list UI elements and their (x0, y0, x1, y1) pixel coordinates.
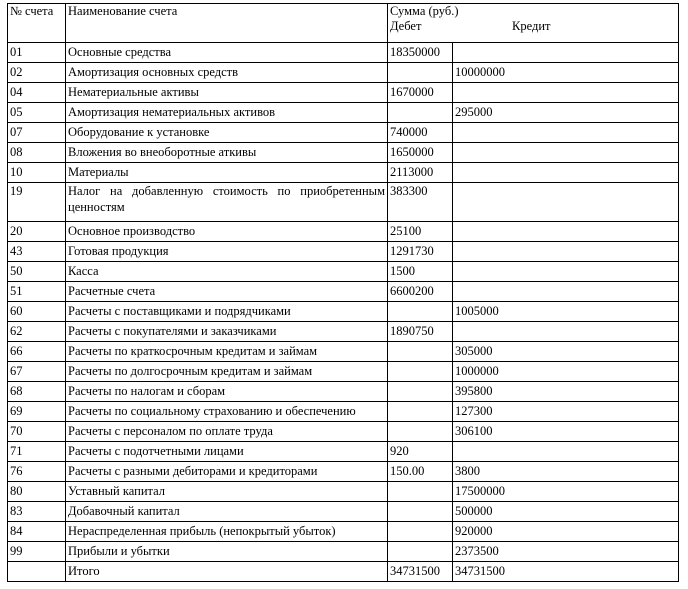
debet-cell: 25100 (388, 222, 453, 242)
account-number-cell: 01 (8, 43, 66, 63)
table-row (8, 83, 679, 103)
account-name-cell: Нераспределенная прибыль (непокрытый убыток) (66, 522, 388, 542)
account-number-cell: 71 (8, 442, 66, 462)
header-sum-title: Сумма (руб.) (390, 4, 459, 18)
table-row (8, 262, 679, 282)
table-row (8, 382, 679, 402)
debet-cell: 1890750 (388, 322, 453, 342)
credit-cell: 1005000 (453, 302, 679, 322)
account-number-cell: 62 (8, 322, 66, 342)
credit-cell (453, 163, 679, 183)
account-number-cell: 60 (8, 302, 66, 322)
account-number-cell: 70 (8, 422, 66, 442)
total-number-cell (8, 562, 66, 582)
table-row (8, 502, 679, 522)
debet-cell: 1670000 (388, 83, 453, 103)
debet-cell: 1650000 (388, 143, 453, 163)
table-row (8, 542, 679, 562)
account-number-cell: 67 (8, 362, 66, 382)
table-row (8, 362, 679, 382)
account-balance-table (7, 3, 679, 582)
credit-cell (453, 242, 679, 262)
credit-cell (453, 143, 679, 163)
credit-cell: 10000000 (453, 63, 679, 83)
account-number-cell: 80 (8, 482, 66, 502)
account-name-cell: Готовая продукция (66, 242, 388, 262)
table-row (8, 183, 679, 222)
account-name-cell: Расчеты по социальному страхованию и обеспечению (66, 402, 388, 422)
account-name-cell: Расчеты с подотчетными лицами (66, 442, 388, 462)
debet-cell (388, 362, 453, 382)
debet-cell (388, 422, 453, 442)
table-row (8, 63, 679, 83)
table-row (8, 242, 679, 262)
table-row (8, 402, 679, 422)
account-name-cell: Оборудование к установке (66, 123, 388, 143)
table-row (8, 163, 679, 183)
account-name-cell: Основное производство (66, 222, 388, 242)
debet-cell (388, 522, 453, 542)
account-name-cell: Амортизация нематериальных активов (66, 103, 388, 123)
credit-cell (453, 282, 679, 302)
table-row (8, 422, 679, 442)
debet-cell: 920 (388, 442, 453, 462)
account-number-cell: 19 (8, 183, 66, 222)
account-name-cell: Расчеты с поставщиками и подрядчиками (66, 302, 388, 322)
table-row (8, 123, 679, 143)
credit-cell: 920000 (453, 522, 679, 542)
account-name-cell: Материалы (66, 163, 388, 183)
table-row (8, 522, 679, 542)
account-number-cell: 05 (8, 103, 66, 123)
table-header-row (8, 4, 679, 43)
account-name-cell: Расчеты с персоналом по оплате труда (66, 422, 388, 442)
debet-cell (388, 342, 453, 362)
account-number-cell: 68 (8, 382, 66, 402)
table-row (8, 322, 679, 342)
account-number-cell: 83 (8, 502, 66, 522)
credit-cell: 295000 (453, 103, 679, 123)
credit-cell: 395800 (453, 382, 679, 402)
account-number-cell: 66 (8, 342, 66, 362)
header-account-number: № счета (8, 4, 66, 43)
credit-cell (453, 222, 679, 242)
debet-cell (388, 382, 453, 402)
table-row (8, 482, 679, 502)
credit-cell (453, 83, 679, 103)
table-row (8, 282, 679, 302)
account-name-cell: Добавочный капитал (66, 502, 388, 522)
account-name-cell: Прибыли и убытки (66, 542, 388, 562)
debet-cell (388, 302, 453, 322)
table-row (8, 302, 679, 322)
account-name-cell: Амортизация основных средств (66, 63, 388, 83)
credit-cell: 305000 (453, 342, 679, 362)
account-number-cell: 84 (8, 522, 66, 542)
credit-cell: 1000000 (453, 362, 679, 382)
account-number-cell: 02 (8, 63, 66, 83)
credit-cell: 127300 (453, 402, 679, 422)
account-number-cell: 10 (8, 163, 66, 183)
table-row (8, 43, 679, 63)
debet-cell: 150.00 (388, 462, 453, 482)
table-row (8, 462, 679, 482)
credit-cell (453, 442, 679, 462)
credit-cell (453, 322, 679, 342)
credit-cell: 500000 (453, 502, 679, 522)
debet-cell (388, 402, 453, 422)
header-debet: Дебет (390, 19, 422, 33)
account-number-cell: 43 (8, 242, 66, 262)
debet-cell: 18350000 (388, 43, 453, 63)
debet-cell (388, 63, 453, 83)
debet-cell: 1291730 (388, 242, 453, 262)
total-debet-cell: 34731500 (388, 562, 453, 582)
account-number-cell: 76 (8, 462, 66, 482)
account-name-cell: Расчеты по налогам и сборам (66, 382, 388, 402)
credit-cell (453, 262, 679, 282)
account-number-cell: 51 (8, 282, 66, 302)
account-name-cell: Расчеты по краткосрочным кредитам и займам (66, 342, 388, 362)
table-row (8, 222, 679, 242)
credit-cell (453, 43, 679, 63)
table-row (8, 143, 679, 163)
debet-cell (388, 103, 453, 123)
total-row (8, 562, 679, 582)
total-credit-cell: 34731500 (453, 562, 679, 582)
credit-cell: 306100 (453, 422, 679, 442)
account-number-cell: 08 (8, 143, 66, 163)
table-row (8, 103, 679, 123)
debet-cell: 6600200 (388, 282, 453, 302)
account-name-cell: Нематериальные активы (66, 83, 388, 103)
account-number-cell: 07 (8, 123, 66, 143)
table-row (8, 342, 679, 362)
credit-cell (453, 123, 679, 143)
account-name-cell: Расчетные счета (66, 282, 388, 302)
credit-cell: 3800 (453, 462, 679, 482)
header-credit: Кредит (512, 19, 551, 33)
account-name-cell: Уставный капитал (66, 482, 388, 502)
account-name-cell: Расчеты с разными дебиторами и кредиторами (66, 462, 388, 482)
account-name-cell: Вложения во внеоборотные аткивы (66, 143, 388, 163)
account-number-cell: 99 (8, 542, 66, 562)
account-name-cell: Налог на добавленную стоимость по приобретенным ценностям (66, 183, 388, 222)
account-name-cell: Основные средства (66, 43, 388, 63)
debet-cell: 1500 (388, 262, 453, 282)
debet-cell: 383300 (388, 183, 453, 222)
credit-cell: 17500000 (453, 482, 679, 502)
debet-cell: 2113000 (388, 163, 453, 183)
account-number-cell: 50 (8, 262, 66, 282)
account-name-cell: Расчеты по долгосрочным кредитам и займам (66, 362, 388, 382)
total-label-cell: Итого (66, 562, 388, 582)
debet-cell: 740000 (388, 123, 453, 143)
credit-cell (453, 183, 679, 222)
account-number-cell: 04 (8, 83, 66, 103)
debet-cell (388, 482, 453, 502)
header-account-name: Наименование счета (66, 4, 388, 43)
account-number-cell: 69 (8, 402, 66, 422)
account-number-cell: 20 (8, 222, 66, 242)
debet-cell (388, 502, 453, 522)
table-row (8, 442, 679, 462)
debet-cell (388, 542, 453, 562)
header-sum (388, 4, 679, 43)
credit-cell: 2373500 (453, 542, 679, 562)
account-name-cell: Касса (66, 262, 388, 282)
account-name-cell: Расчеты с покупателями и заказчиками (66, 322, 388, 342)
